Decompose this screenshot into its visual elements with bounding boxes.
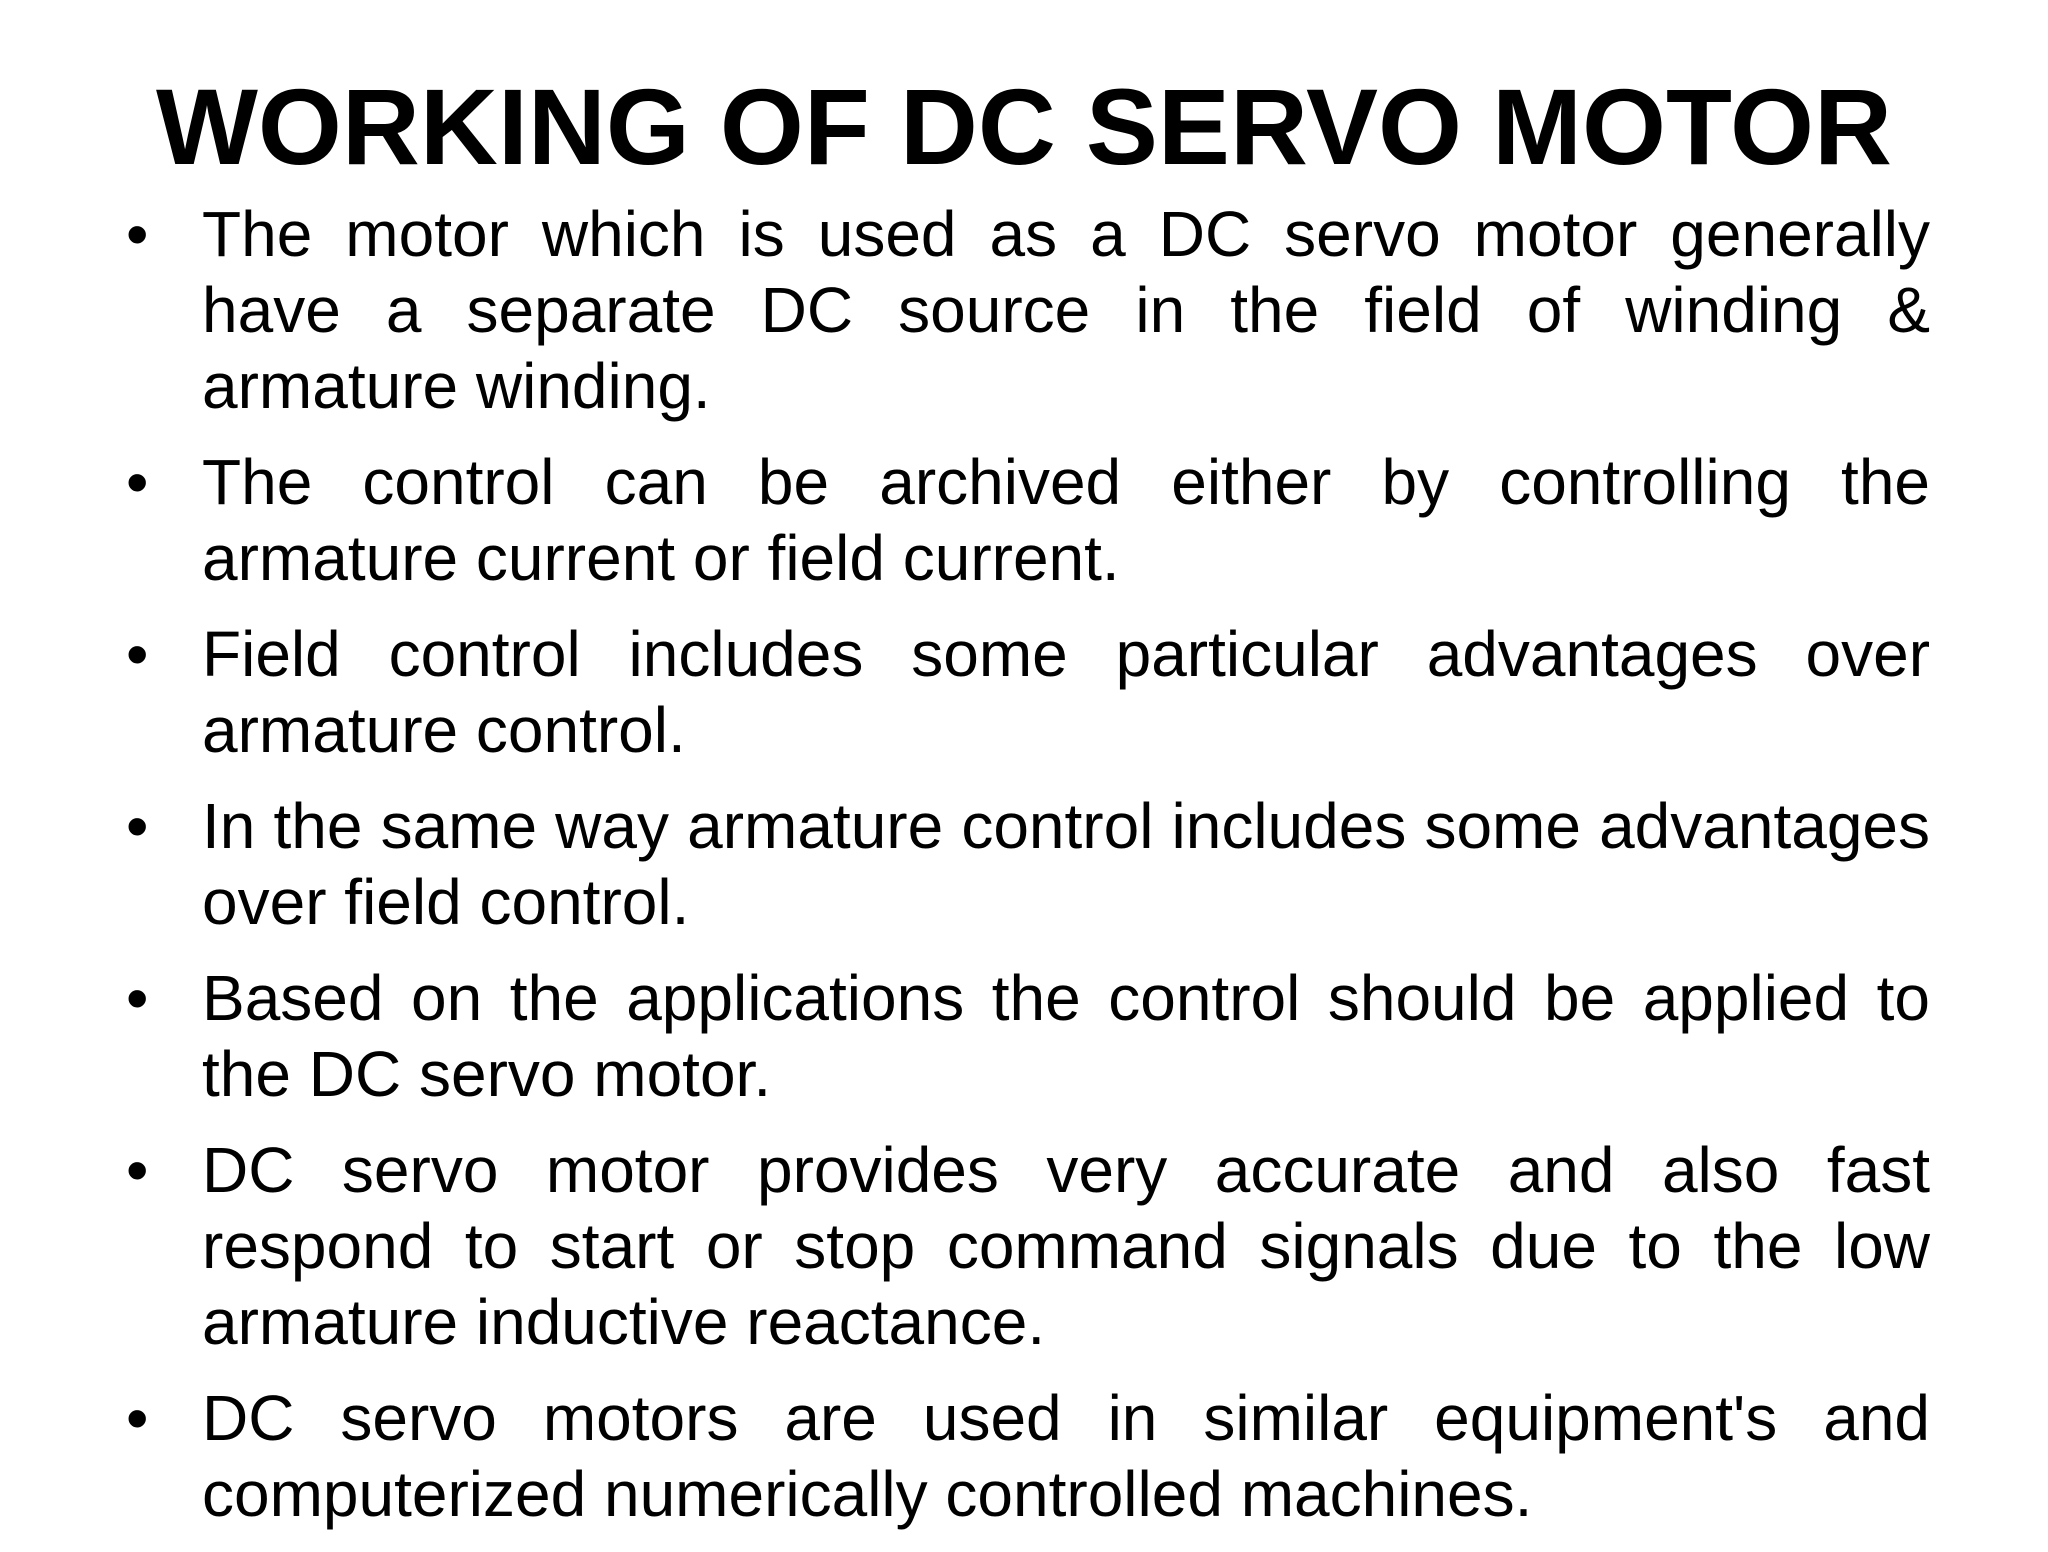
bullet-icon: • bbox=[126, 198, 149, 270]
bullet-icon: • bbox=[126, 618, 149, 690]
bullet-item bbox=[120, 196, 1930, 424]
bullet-text: Field control includes some particular advantages over armature control. bbox=[202, 618, 1930, 766]
bullet-icon: • bbox=[126, 790, 149, 862]
bullet-text: The motor which is used as a DC servo motor generally have a separate DC source in the field of winding & armature winding. bbox=[202, 198, 1930, 422]
bullet-text: DC servo motor provides very accurate and also fast respond to start or stop command signals due to the low armature inductive reactance. bbox=[202, 1134, 1930, 1358]
bullet-icon: • bbox=[126, 1134, 149, 1206]
bullet-text: Based on the applications the control should be applied to the DC servo motor. bbox=[202, 962, 1930, 1110]
bullet-icon: • bbox=[126, 962, 149, 1034]
bullet-icon: • bbox=[126, 446, 149, 518]
bullet-item bbox=[120, 960, 1930, 1112]
bullet-list bbox=[120, 196, 1930, 1552]
bullet-item bbox=[120, 444, 1930, 596]
bullet-item bbox=[120, 1132, 1930, 1360]
bullet-item bbox=[120, 788, 1930, 940]
bullet-text: DC servo motors are used in similar equipment's and computerized numerically controlled machines. bbox=[202, 1382, 1930, 1530]
bullet-item bbox=[120, 1380, 1930, 1532]
bullet-item bbox=[120, 616, 1930, 768]
bullet-text: The control can be archived either by controlling the armature current or field current. bbox=[202, 446, 1930, 594]
bullet-text: In the same way armature control includes some advantages over field control. bbox=[202, 790, 1930, 938]
bullet-icon: • bbox=[126, 1382, 149, 1454]
slide-title: WORKING OF DC SERVO MOTOR bbox=[155, 66, 1893, 187]
